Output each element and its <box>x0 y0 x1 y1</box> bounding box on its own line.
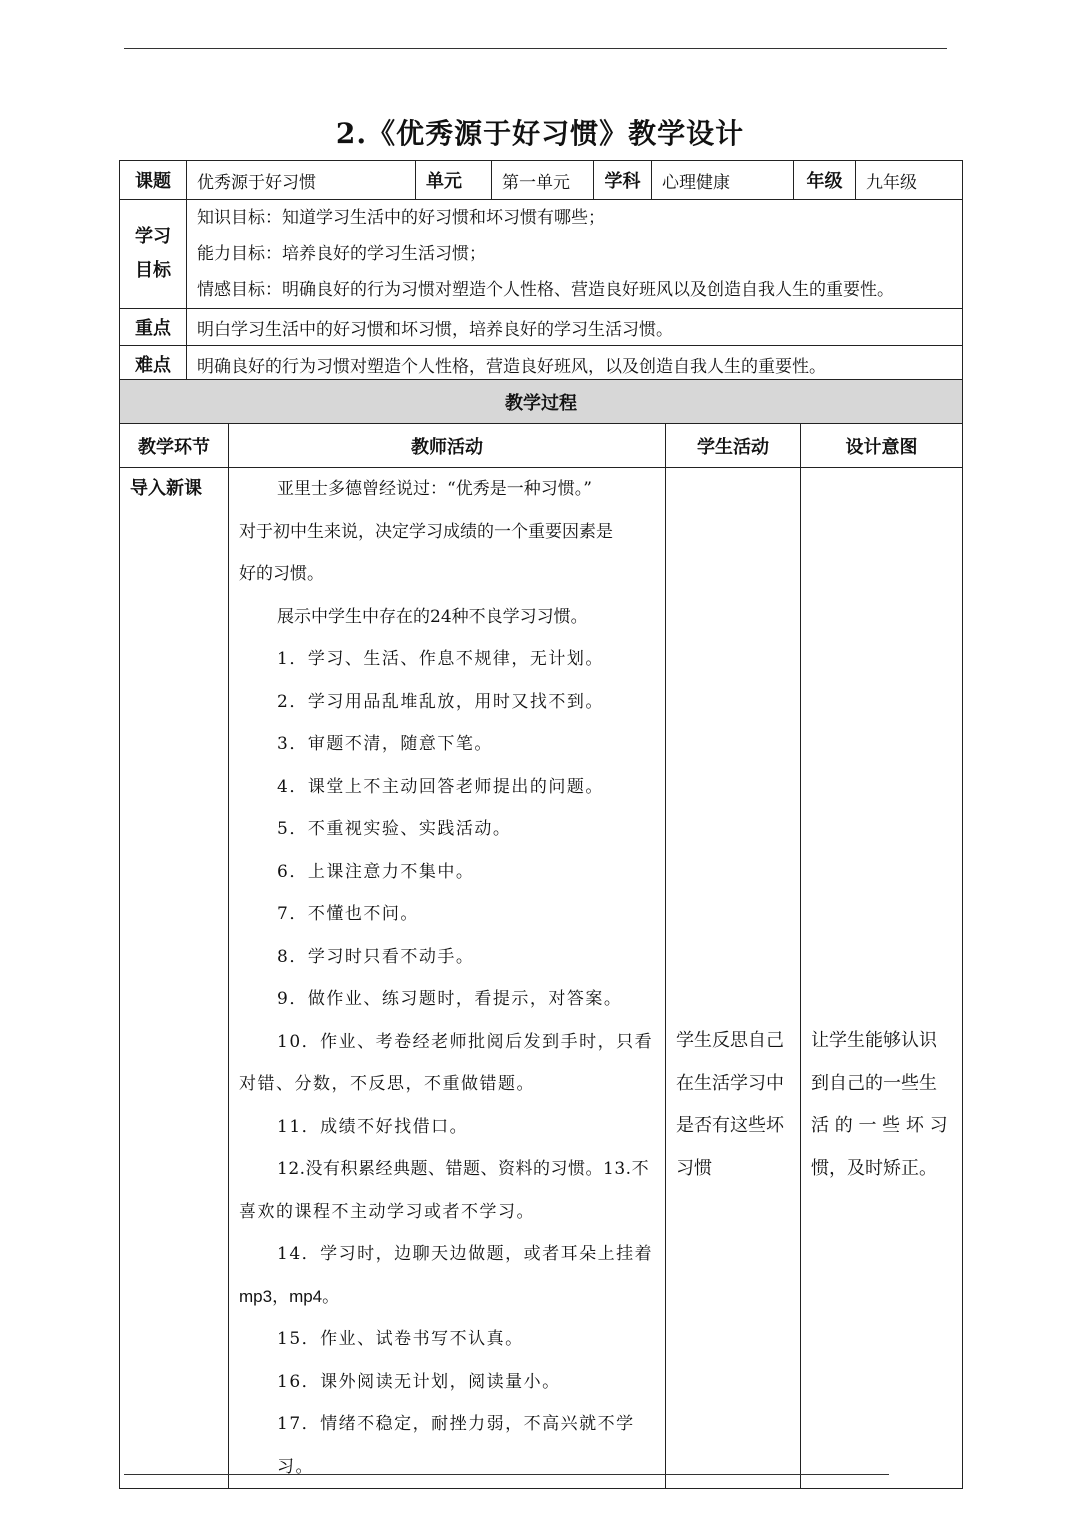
key-point-label: 重点 <box>120 309 187 346</box>
goals-row <box>120 200 963 309</box>
stage-cell: 导入新课 <box>120 468 229 1489</box>
topic-label: 课题 <box>120 161 187 200</box>
habit-item: 8．学习时只看不动手。 <box>277 946 475 967</box>
col-teacher-header: 教师活动 <box>229 424 666 468</box>
intro-line-2: 对于初中生来说，决定学习成绩的一个重要因素是 <box>239 521 613 542</box>
habit-item: 1．学习、生活、作息不规律，无计划。 <box>277 649 604 669</box>
student-line: 是否有这些坏 <box>676 1115 784 1136</box>
key-point-row <box>120 309 963 346</box>
col-intent-header: 设计意图 <box>801 424 963 468</box>
topic-value: 优秀源于好习惯 <box>187 161 416 200</box>
column-header-row <box>120 424 963 468</box>
process-header: 教学过程 <box>120 380 963 424</box>
col-student-header: 学生活动 <box>666 424 801 468</box>
habit-item-15: 15．作业、试卷书写不认真。 <box>277 1329 524 1349</box>
teacher-activity-cell <box>229 468 666 1489</box>
emotion-goal: 情感目标：明确良好的行为习惯对塑造个人性格、营造良好班风以及创造自我人生的重要性。 <box>197 280 894 300</box>
student-activity-cell <box>666 468 801 1489</box>
process-header-row <box>120 380 963 424</box>
intent-line: 惯，及时矫正。 <box>811 1157 937 1179</box>
habit-item: 5．不重视实验、实践活动。 <box>277 819 512 839</box>
habit-item-11: 11．成绩不好找借口。 <box>277 1116 469 1137</box>
unit-value: 第一单元 <box>492 161 594 200</box>
habit-item: 7．不懂也不问。 <box>277 904 419 924</box>
difficulty-label: 难点 <box>120 346 187 383</box>
habit-item: 9．做作业、练习题时，看提示，对答案。 <box>277 989 623 1009</box>
habit-item-12b: 喜欢的课程不主动学习或者不学习。 <box>239 1201 535 1222</box>
goals-content <box>187 200 963 309</box>
goals-label <box>120 200 187 309</box>
grade-value: 九年级 <box>856 161 963 200</box>
habit-item-14b: mp3，mp4。 <box>239 1286 340 1306</box>
habit-item-14a: 14．学习时，边聊天边做题，或者耳朵上挂着 <box>277 1244 654 1264</box>
habit-item: 2．学习用品乱堆乱放，用时又找不到。 <box>277 691 604 712</box>
page-title: 2.《优秀源于好习惯》教学设计 <box>335 117 745 150</box>
student-line: 习惯 <box>676 1157 712 1179</box>
intro-row <box>120 468 963 1489</box>
habit-item-10b: 对错、分数，不反思，不重做错题。 <box>239 1074 535 1094</box>
habit-item: 6．上课注意力不集中。 <box>277 861 475 882</box>
intent-line: 到自己的一些生 <box>811 1072 937 1094</box>
intent-line: 让学生能够认识 <box>811 1030 937 1051</box>
unit-label: 单元 <box>416 161 492 200</box>
key-point-text: 明白学习生活中的好习惯和坏习惯，培养良好的学习生活习惯。 <box>187 309 963 346</box>
header-rule <box>124 48 947 49</box>
info-row <box>120 161 963 200</box>
habit-item: 3．审题不清，随意下笔。 <box>277 734 493 754</box>
knowledge-goal: 知识目标：知道学习生活中的好习惯和坏习惯有哪些； <box>197 208 605 228</box>
intent-line: 活 的 一 些 坏 习 <box>811 1115 948 1136</box>
col-stage-header: 教学环节 <box>120 424 229 468</box>
difficulty-text: 明确良好的行为习惯对塑造个人性格，营造良好班风，以及创造自我人生的重要性。 <box>187 346 963 383</box>
footer-rule <box>124 1474 889 1475</box>
process-table <box>119 379 963 1489</box>
grade-label: 年级 <box>794 161 856 200</box>
student-line: 学生反思自己 <box>676 1030 784 1051</box>
intro-line-1: 亚里士多德曾经说过：“优秀是一种习惯。” <box>277 479 592 499</box>
design-intent-cell <box>801 468 963 1489</box>
subject-value: 心理健康 <box>652 161 794 200</box>
habit-item-10a: 10．作业、考卷经老师批阅后发到手时，只看 <box>277 1031 654 1052</box>
goals-label-line1: 学习 <box>135 226 171 247</box>
habit-item-12a: 12.没有积累经典题、错题、资料的习惯。13.不 <box>277 1159 650 1179</box>
ability-goal: 能力目标：培养良好的学习生活习惯； <box>197 244 486 264</box>
difficulty-row <box>120 346 963 383</box>
habit-item-17: 17．情绪不稳定，耐挫力弱，不高兴就不学习。 <box>277 1414 635 1477</box>
info-table <box>119 160 963 383</box>
show-line: 展示中学生中存在的24种不良学习习惯。 <box>277 606 588 627</box>
habit-item: 4．课堂上不主动回答老师提出的问题。 <box>277 776 604 797</box>
intro-line-3: 好的习惯。 <box>239 564 324 584</box>
goals-label-line2: 目标 <box>135 260 171 281</box>
student-line: 在生活学习中 <box>676 1072 784 1094</box>
habit-item-16: 16．课外阅读无计划，阅读量小。 <box>277 1371 561 1392</box>
subject-label: 学科 <box>594 161 652 200</box>
